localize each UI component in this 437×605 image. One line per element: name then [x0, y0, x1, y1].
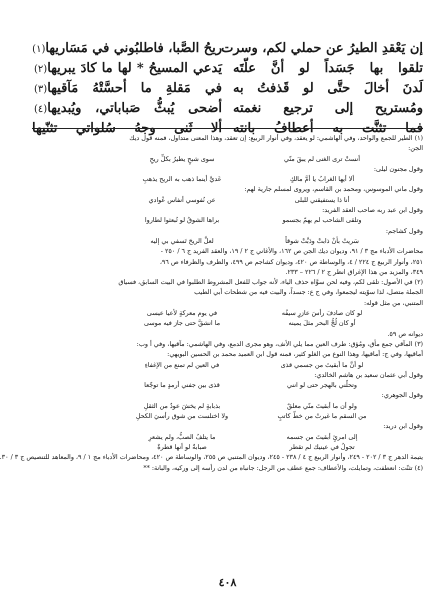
first-hemistich: ومُستريح إلى ترجيع نغمته: [233, 100, 423, 116]
footnote-line: الجن:: [408, 144, 423, 153]
verse-row: [32, 38, 423, 58]
quoted-hemistich: ولا اختلست من شوق رأسيَ الكحلِ: [135, 412, 229, 421]
quoted-hemistich: تجولُ في عينيك لم تقطر: [289, 442, 355, 451]
footnote-line: المتنبي، من مثل قوله:: [363, 298, 423, 307]
quoted-hemistich: لو أنَّ ما أبقيتَ من جسمي قذى: [280, 360, 364, 369]
second-hemistich: [32, 101, 222, 116]
footnote-line: يتيمة الدهر ج ٣ / ٢٠٢ - ٢٤٩، وأنوار الربيع ج ٤ / ٢٣٨ - ٢٤٥، وديوان المتنبي ص ٢٥٥، والوساطة ص ٤٢٠، ومحاضرات الأدباء مج ١ / ٩، والمعاهد للتنصيص ج ٣ / ٣٠: [1, 453, 423, 462]
quoted-verse: [32, 154, 423, 164]
footnote-line: ٢٥١، وأنوار الربيع ج ٢٢٤ / ٤، والوساطة ص ٤٢٠، وديوان كشاجم ص ٤٩٩، والظرف والظرفاء ص ٩٦،: [159, 257, 423, 266]
footnote-line: وقول ماني الموسوس، ومحمد بن القاسم، ويروى لمسلم جارية لهم:: [244, 185, 423, 194]
footnote-marker: (٢): [34, 63, 48, 75]
quoted-hemistich: سوى شبحٍ يطيرُ بكلِّ ريحِ: [149, 154, 215, 163]
quoted-hemistich: في يوم معركةٍ لأعيا عيسى: [146, 309, 218, 318]
quoted-hemistich: عن نُفوسي أنفاس عُوادي: [148, 195, 216, 204]
quoted-hemistich: سَريتُ بأنْ ذابتْ ودَبَّتْ شوقاً: [285, 236, 359, 245]
footnote-divider: [32, 128, 423, 129]
quoted-hemistich: عَديَّ أينما ذهب به الريح يذهبِ: [142, 175, 222, 184]
footnote-line: أماقيها، وفي ج: أماقيها، وهذا النوع من الغلو كثير، فمنه قول ابن العميد محمد بن الحسين البويهي:: [167, 350, 423, 359]
hemistich-text: أضحى يُبثُّ صَباباتي، ويُبديها: [47, 100, 222, 116]
quoted-verse: [32, 215, 423, 225]
quoted-hemistich: لعلَّ الريحَ تَسفي بي إليه: [150, 236, 214, 245]
verse-row: [32, 98, 423, 118]
verse-row: [32, 58, 423, 78]
quoted-hemistich: ألا أيها الغرابُ يا أمَّ مالكٍ: [289, 175, 355, 184]
quoted-hemistich: وتحلّني بالهجر حتى لو انني: [286, 381, 358, 390]
footnote-marker: (١): [32, 43, 46, 55]
footnote-line: وقول ابن دريد:: [383, 422, 423, 431]
footnote-line: محاضرات الأدباء مج ٣ / ٩١، وديوان ديك الجن ص ١٦٢، والأغاني ج ٢ / ١٩، والعقد الفريد ج ٦ / ٢٥٠ -: [160, 247, 423, 256]
footnote-line: ديوانه ص ٥٩.: [387, 329, 423, 338]
quoted-hemistich: بذبابةٍ لم يخشَ عودٌ من الثقلِ: [143, 401, 221, 410]
quoted-hemistich: في العين لم تمنع من الإغفاءِ: [144, 360, 220, 369]
quoted-hemistich: أنا ذا يستفيقني للبلى: [294, 195, 350, 204]
quoted-hemistich: ولو أن ما أبقيتَ منّي معلقٌ: [287, 401, 357, 410]
footnote-line: (٤) تثنّت: انعطفت، وتمايلت، والأعطاف: جمع عطف من الرجل: جانباه من لدن رأسه إلى وركيه، والبانة: **: [143, 463, 423, 472]
quoted-verse: [32, 401, 423, 411]
footnote-line: وقول الجوهري:: [381, 391, 423, 400]
quoted-verse: [32, 411, 423, 421]
hemistich-text: ألا ثَنى وجهُ سُلواتي تثنّيها: [32, 120, 222, 136]
second-hemistich: [32, 41, 222, 56]
page-number: ٤٠٨: [218, 576, 237, 589]
footnote-line: (٣) المآقي جمع مأق، ومُؤق: طرف العين مما يلي الأنف، وهو مجرى الدمع، وفي الهاشمي: مآقيها، وفي أ وب:: [136, 339, 423, 348]
first-hemistich: إن يَعْقدِ الطيرُ عن حملي لكم، وسرت: [221, 40, 423, 56]
quoted-verse: [32, 432, 423, 442]
quoted-hemistich: لو كان صادفَ رأسَ عازرٍ سيفُه: [281, 309, 363, 318]
first-hemistich: فما تثنَّت به أعطافُ بانته: [233, 120, 423, 136]
first-hemistich: تلقوا بها جَسَداً لو أنَّ علّتَه: [233, 60, 423, 76]
footnote-line: وقول ابن عبد ربه صاحب العقد الفريد:: [322, 206, 423, 215]
quoted-hemistich: قذى بين جفني أرمدٍ ما توجّعا: [144, 381, 220, 390]
footnote-line: (٢) في الأصول: تلقى لكم، وفيه لحن سوَّاه حذف الياء، لأنه جواب للفعل المشروط الطلبوا في البيت السابق، فسياق: [118, 278, 423, 287]
quoted-verse: [32, 318, 423, 328]
second-hemistich: [32, 61, 222, 76]
verse-row: [32, 78, 423, 98]
quoted-verse: [32, 174, 423, 184]
footnote-line: وقول كشاجم:: [385, 226, 423, 235]
quoted-hemistich: صبابةٌ لو أنها قطرةٌ: [157, 442, 207, 451]
footnote-marker: (٣): [34, 83, 48, 95]
footnote-line: (١) الطير للجمع والواحد، وفي الهاشمي: لو يعقد، وفي أنوار الربيع: إن تعقد، وهذا المعنى متداول، فمنه قول ديك: [129, 134, 423, 142]
hemistich-text: ريحُ الصَّبا، فاطلبُوني في مَسَاريها: [45, 40, 222, 56]
footnote-line: الجملة متصل، لذا سوّيته ليجمعوا، وفي ج ع: جسداً، والبيت فيه من شطحات أبي الطيب: [194, 288, 423, 297]
hemistich-text: في مَقلةِ ما أحسَّتْهُ مَآقيها: [47, 80, 222, 96]
quoted-verse: [32, 360, 423, 370]
quoted-hemistich: إلى امرئٍ أبقيتَ من جسمه: [286, 432, 358, 441]
quoted-hemistich: وتلقى الشاحب لم يهمّ بجسمو: [282, 216, 362, 225]
quoted-hemistich: ما انشقَّ حتى جاز فيه موسى: [143, 319, 221, 328]
book-page: [1, 0, 437, 605]
second-hemistich: [32, 81, 222, 96]
quoted-verse: [32, 195, 423, 205]
first-hemistich: لَدنَ أخالَ حتَّى لو قَذفتُ به: [233, 80, 423, 96]
footnote-line: وقول أبي عثمان سعيد بن هاشم الخالدي:: [314, 370, 423, 379]
quoted-verse: [32, 380, 423, 390]
quoted-hemistich: من السقم ما غيرتُ من خطّ كاتبٍ: [277, 412, 367, 421]
poem-verses: [32, 38, 423, 138]
footnote-marker: (٤): [34, 103, 48, 115]
quoted-hemistich: ما يتلفُ الصبُّ، ولم يشعرِ: [148, 432, 216, 441]
footnote-line: وقول مجنون ليلى:: [373, 164, 423, 173]
quoted-hemistich: أو كان لُجُّ البحر مثلَ يمينه: [288, 319, 356, 328]
quoted-hemistich: أنستْ ترى الغنى لم يبقَ منّي: [284, 154, 360, 163]
quoted-verse: [32, 236, 423, 246]
footnotes: [1, 133, 423, 473]
quoted-hemistich: براها الشوقُ لو تُبعثوا لطاروا: [144, 216, 220, 225]
hemistich-text: يَدعي المسيحُ * لها ما كادَ يبريها: [47, 60, 222, 76]
footnote-line: ٣٤٩، والمزيد من هذا الإغراق انظر ج ٢ / ٢٢٦ – ٢٣٣.: [285, 267, 423, 276]
quoted-verse: [32, 442, 423, 452]
quoted-verse: [32, 308, 423, 318]
